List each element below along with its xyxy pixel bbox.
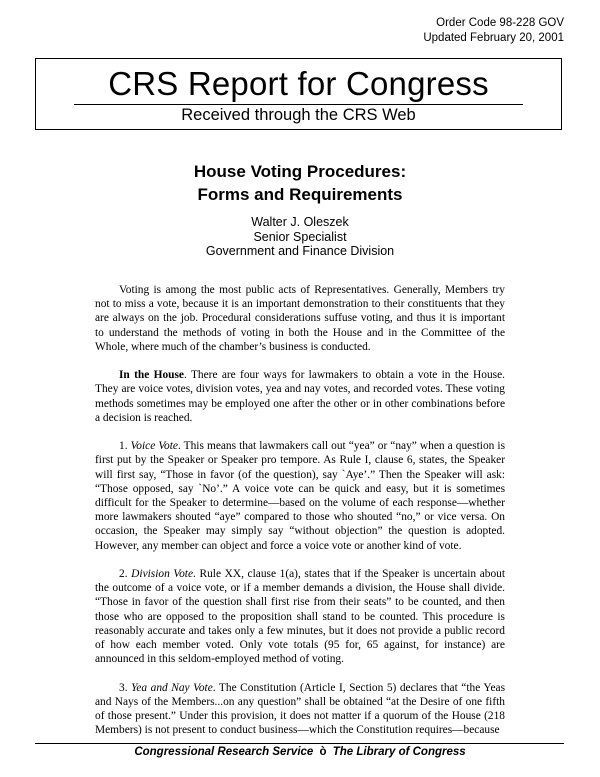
order-info [423, 16, 564, 46]
banner-title: CRS Report for Congress [108, 65, 489, 102]
page-footer [0, 745, 600, 760]
paragraph-text: . Rule XX, clause 1(a), states that if the Speaker is uncertain about the outcome of a voice vote, or if a member demands a division, the House shall divide. “Those in favor of the question shall first rise from their seats” to be counted, and then those who are opposed to the proposition shall stand to be counted. This procedure is reasonably accurate and takes only a few minutes, but it does not provide a public record of how each member voted. Only vote totals (95 for, 65 against, for instance) are announced in this seldom-employed method of voting. [95, 568, 506, 666]
item-number: 2. [119, 568, 132, 581]
run-in-heading: In the House [119, 369, 184, 382]
item-number: 3. [119, 681, 132, 694]
item-number: 1. [119, 440, 131, 453]
paragraph-text: . The Constitution (Article I, Section 5) declares that “the Yeas and Nays of the Members...on any question” shall be obtained “at the Desire of one fifth of those present.” Under this provision, it does not matter if a quorum of the House (218 Members) is not present to conduct business—which the Constitution requires—because [95, 681, 505, 737]
paragraph-yea-nay-vote [95, 681, 505, 738]
footer-library: The Library of Congress [332, 746, 466, 758]
footer-separator: ò [319, 746, 327, 758]
updated-date: Updated February 20, 2001 [423, 32, 564, 44]
document-title [0, 160, 600, 206]
author-block [0, 215, 600, 259]
paragraph-text: . This means that lawmakers call out “yea” or “nay” when a question is first put by the Speaker or Speaker pro tempore. As Rule I, clause 6, states, the Speaker will first say, “Those in favor (of the question), say `Aye’.” Then the Speaker will ask: “Those opposed, say `No’.” A voice vote can be quick and easy, but it is sometimes difficult for the Speaker to determine—based on the volume of each response—whether more lawmakers shouted “aye” compared to those who shouted “no,” or vice versa. On occasion, the Speaker may simply say “without objection” the question is adopted. However, any member can object and force a voice vote or another kind of vote. [95, 440, 506, 552]
paragraph-voice-vote [95, 439, 505, 553]
author-title: Senior Specialist [253, 229, 347, 244]
banner-subtitle: Received through the CRS Web [181, 106, 416, 124]
title-line-1: House Voting Procedures: [193, 162, 407, 181]
paragraph-intro: Voting is among the most public acts of Representatives. Generally, Members try not to miss a vote, because it is an important demonstration to their constituents that they are always on the job. Procedural considerations suffuse voting, and thus it is important to understand the methods of voting in both the House and in the Committee of the Whole, where much of the chamber’s business is conducted. [95, 284, 505, 353]
paragraph-in-the-house [95, 368, 505, 425]
author-division: Government and Finance Division [205, 244, 395, 258]
item-term: Voice Vote [130, 440, 178, 453]
crs-banner [35, 58, 562, 130]
footer-crs: Congressional Research Service [134, 746, 314, 758]
order-code: Order Code 98-228 GOV [436, 17, 564, 29]
title-line-2: Forms and Requirements [197, 185, 403, 204]
author-name: Walter J. Oleszek [251, 215, 349, 229]
item-term: Division Vote [131, 568, 194, 581]
paragraph-text: . There are four ways for lawmakers to obtain a vote in the House. They are voice votes, division votes, yea and nay votes, and recorded votes. These voting methods sometimes may be employed one after the other or in other combinations before a decision is reached. [95, 369, 506, 424]
body-text [95, 283, 505, 752]
footer-divider [35, 743, 564, 744]
paragraph-division-vote [95, 567, 505, 666]
item-term: Yea and Nay Vote [131, 681, 213, 694]
